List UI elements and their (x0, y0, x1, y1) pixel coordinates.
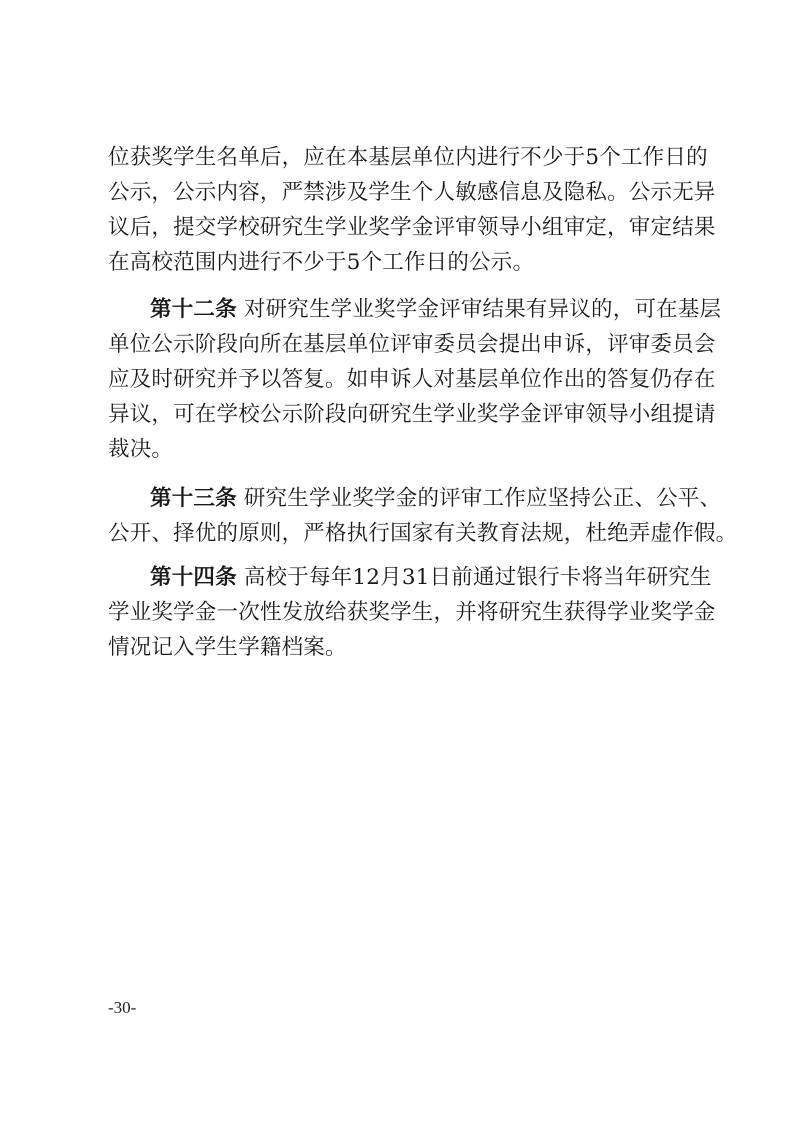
body-text-line: 议后，提交学校研究生学业奖学金评审领导小组审定，审定结果 (108, 215, 716, 240)
article-12-heading: 第十二条 (150, 297, 237, 322)
body-text-line: 情况记入学生学籍档案。 (108, 635, 347, 660)
body-text-line: 单位公示阶段向所在基层单位评审委员会提出申诉，评审委员会 (108, 332, 716, 357)
article-13-text: 研究生学业奖学金的评审工作应坚持公正、公平、 (243, 486, 722, 511)
body-text-line: 应及时研究并予以答复。如申诉人对基层单位作出的答复仍存在 (108, 367, 716, 392)
body-text-line: 在高校范围内进行不少于5个工作日的公示。 (108, 250, 535, 275)
article-12-first-line (150, 297, 722, 323)
article-12-text: 对研究生学业奖学金评审结果有异议的，可在基层 (243, 297, 722, 322)
article-14-first-line (150, 565, 712, 591)
body-text-line: 学业奖学金一次性发放给获奖学生，并将研究生获得学业奖学金 (108, 600, 716, 625)
body-text-line: 公示，公示内容，严禁涉及学生个人敏感信息及隐私。公示无异 (108, 180, 716, 205)
body-text-line: 异议，可在学校公示阶段向研究生学业奖学金评审领导小组提请 (108, 402, 716, 427)
body-text-line: 公开、择优的原则，严格执行国家有关教育法规，杜绝弄虚作假。 (108, 521, 738, 546)
body-text-line: 裁决。 (108, 437, 174, 462)
article-13-heading: 第十三条 (150, 486, 237, 511)
page-number: -30- (108, 998, 137, 1017)
body-text-line: 位获奖学生名单后，应在本基层单位内进行不少于5个工作日的 (108, 145, 708, 170)
article-13-first-line (150, 486, 722, 512)
article-14-text: 高校于每年12月31日前通过银行卡将当年研究生 (243, 565, 712, 590)
article-14-heading: 第十四条 (150, 565, 237, 590)
